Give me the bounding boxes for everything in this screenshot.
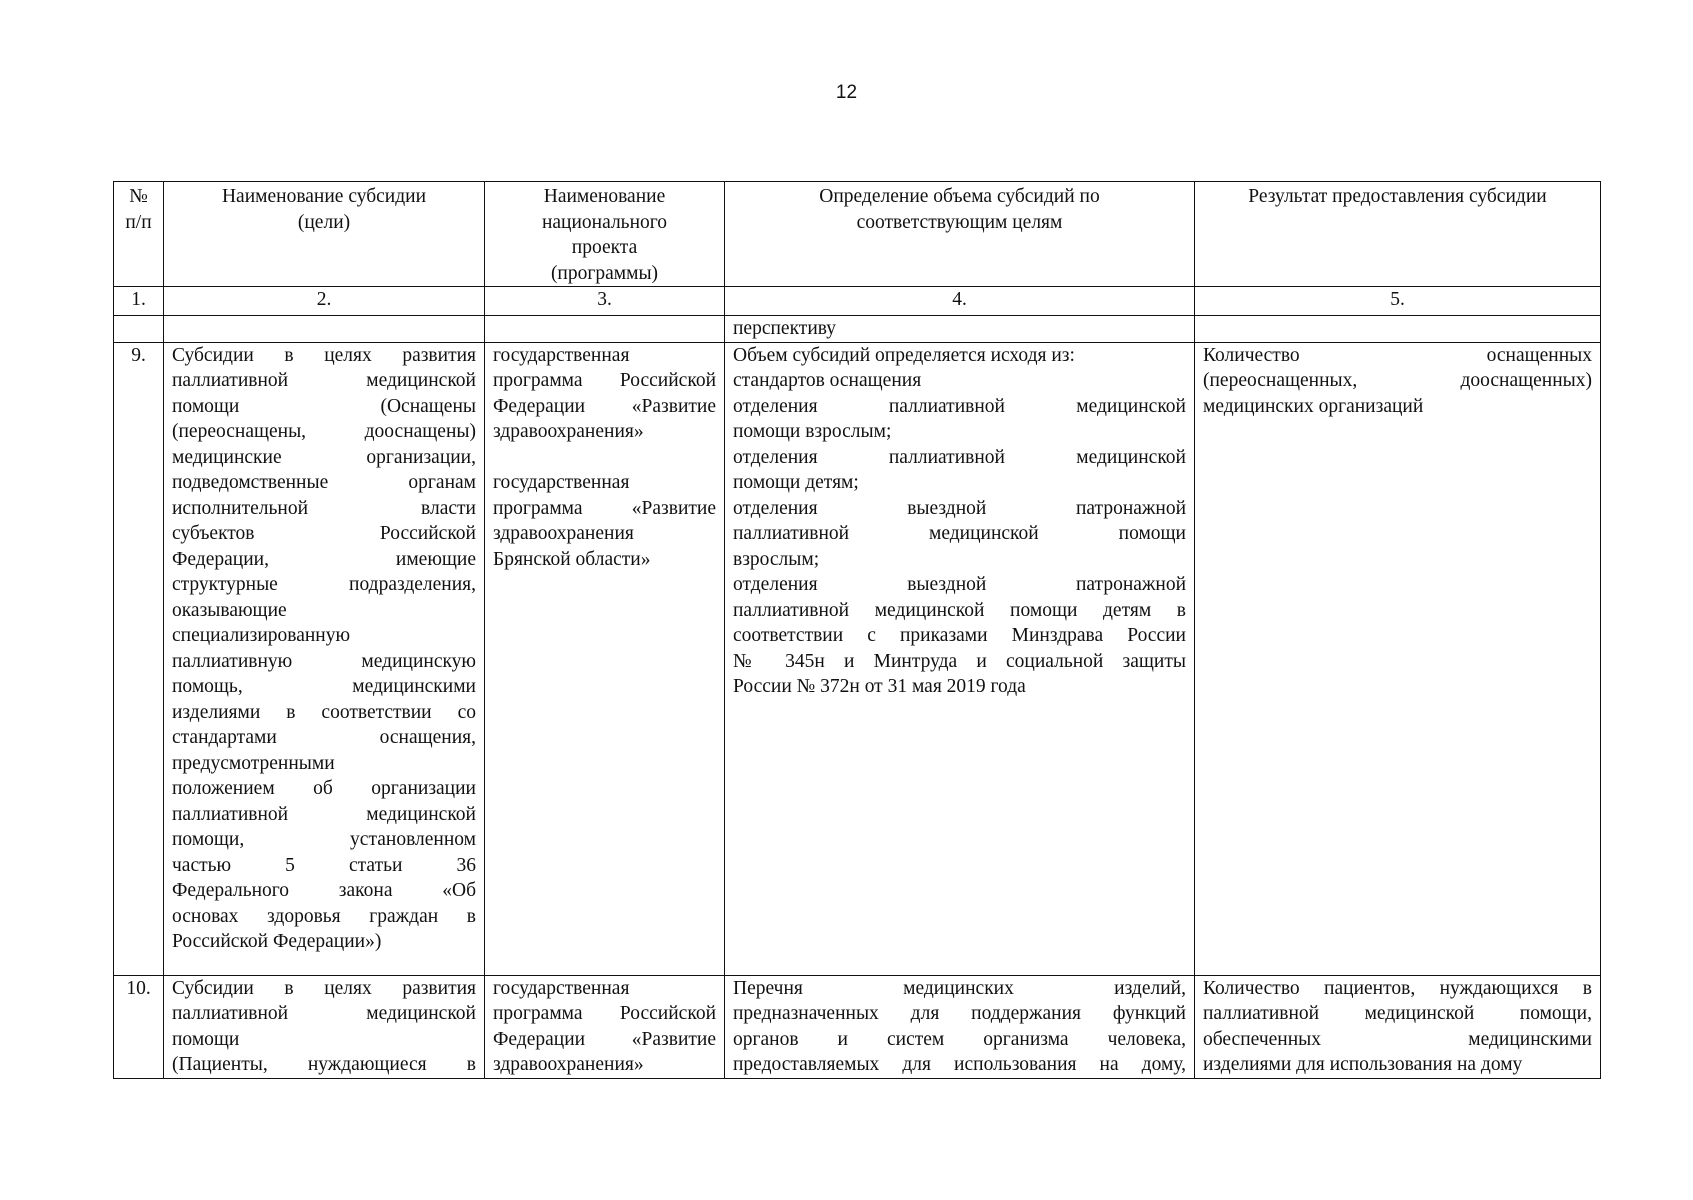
column-number: 2. (164, 287, 485, 316)
continuation-cell (1195, 316, 1601, 343)
continuation-row (114, 316, 1601, 343)
column-number: 5. (1195, 287, 1601, 316)
table-row-10 (114, 975, 1601, 1078)
column-number: 3. (485, 287, 725, 316)
header-volume-definition: Определение объема субсидий по соответствующим целям (725, 182, 1195, 287)
continuation-cell (164, 316, 485, 343)
header-number: № п/п (114, 182, 164, 287)
continuation-cell (485, 316, 725, 343)
row-number: 10. (114, 975, 164, 1078)
volume-definition-cell: Перечня медицинских изделий, предназначенных для поддержания функций органов и систем организма человека, предоставляемых для использования на дому, (725, 975, 1195, 1078)
subsidy-name-cell: Субсидии в целях развития паллиативной медицинской помощи (Пациенты, нуждающиеся в (164, 975, 485, 1078)
table-row-9 (114, 342, 1601, 975)
column-numbers-row (114, 287, 1601, 316)
result-cell: Количество пациентов, нуждающихся в паллиативной медицинской помощи, обеспеченных медицинскими изделиями для использования на дому (1195, 975, 1601, 1078)
subsidy-name-cell: Субсидии в целях развития паллиативной медицинской помощи (Оснащены (переоснащены, дооснащены) медицинские организации, подведомственные органам исполнительной власти субъектов Российской Федерации, имеющие структурные подразделения, оказывающие специализированную паллиативную медицинскую помощь, медицинскими изделиями в соответствии со стандартами оснащения, предусмотренными положением об организации паллиативной медицинской помощи, установленном частью 5 статьи 36 Федерального закона «Об основах здоровья граждан в Российской Федерации») (164, 342, 485, 975)
paragraph-gap (493, 445, 716, 471)
result-cell: Количество оснащенных (переоснащенных, дооснащенных) медицинских организаций (1195, 342, 1601, 975)
volume-definition-cell: Объем субсидий определяется исходя из: стандартов оснащения отделения паллиативной медицинской помощи взрослым; отделения паллиативной медицинской помощи детям; отделения выездной патронажной паллиативной медицинской помощи взрослым; отделения выездной патронажной паллиативной медицинской помощи детям в соответствии с приказами Минздрава России № 345н и Минтруда и социальной защиты России № 372н от 31 мая 2019 года (725, 342, 1195, 975)
table-header-row (114, 182, 1601, 287)
column-number: 4. (725, 287, 1195, 316)
subsidies-table (113, 181, 1601, 1079)
header-result: Результат предоставления субсидии (1195, 182, 1601, 287)
column-number: 1. (114, 287, 164, 316)
page-number: 12 (835, 82, 858, 103)
header-subsidy-name: Наименование субсидии (цели) (164, 182, 485, 287)
continuation-cell (114, 316, 164, 343)
header-national-project: Наименование национального проекта (программы) (485, 182, 725, 287)
continuation-text: перспективу (725, 316, 1195, 343)
national-project-cell: государственная программа Российской Федерации «Развитие здравоохранения» (485, 975, 725, 1078)
row-number: 9. (114, 342, 164, 975)
national-project-cell: государственная программа Российской Федерации «Развитие здравоохранения» государственная программа «Развитие здравоохранения Брянской области» (485, 342, 725, 975)
